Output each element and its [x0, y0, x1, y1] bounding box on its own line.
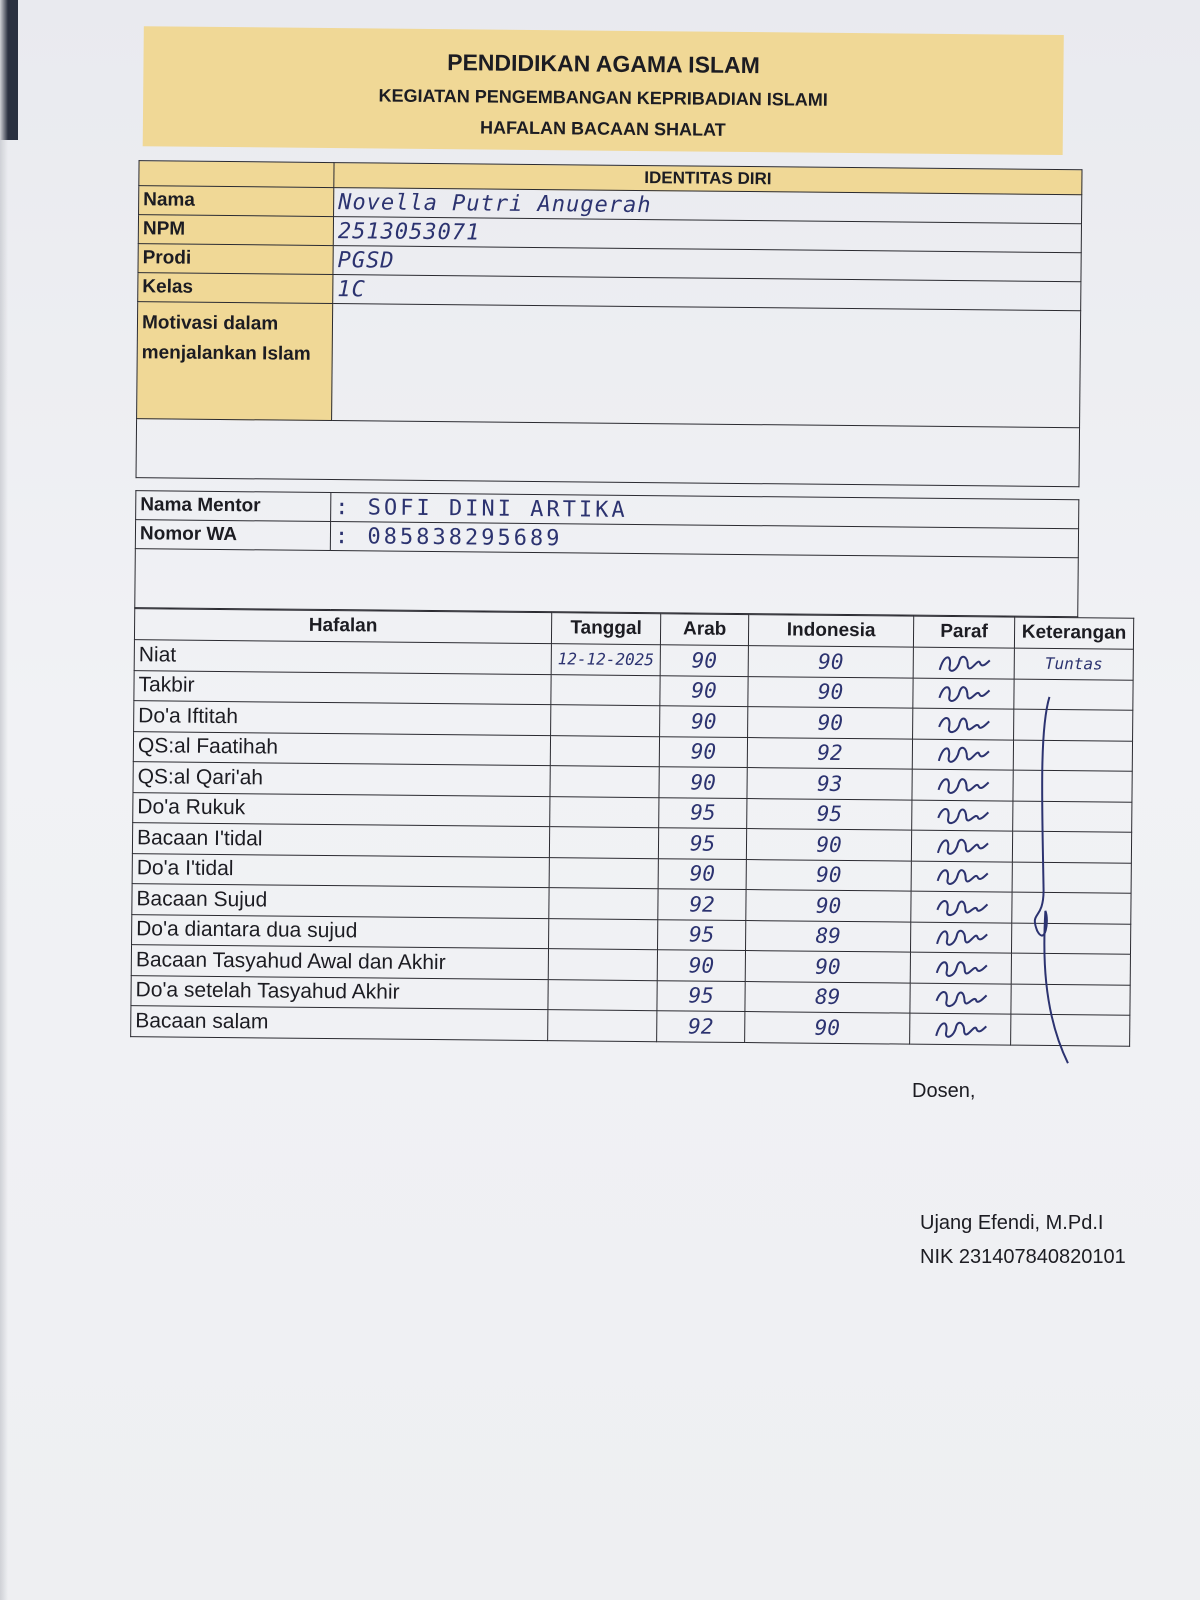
indonesia-score[interactable]: 90 [745, 951, 910, 983]
paraf-cell[interactable] [910, 1013, 1011, 1044]
npm-label: NPM [138, 215, 333, 246]
paraf-signature-mark [932, 863, 992, 890]
score-rows [131, 640, 1134, 1046]
paraf-cell[interactable] [910, 983, 1011, 1014]
arab-score[interactable]: 92 [658, 889, 746, 920]
mentor-name-value[interactable]: : SOFI DINI ARTIKA [331, 493, 1079, 529]
col-tanggal: Tanggal [551, 613, 660, 645]
tanggal-cell[interactable] [550, 735, 659, 767]
hafalan-item: QS:al Faatihah [133, 731, 550, 766]
paraf-cell[interactable] [911, 830, 1012, 861]
paraf-signature-mark [933, 741, 993, 768]
paraf-signature-mark [933, 680, 993, 707]
header-topic: HAFALAN BACAAN SHALAT [479, 117, 726, 140]
hafalan-item: Bacaan salam [131, 1006, 548, 1041]
tanggal-cell[interactable] [548, 979, 657, 1011]
hafalan-item: Takbir [134, 670, 551, 705]
name-value[interactable]: Novella Putri Anugerah [334, 188, 1082, 224]
mentor-wa-label: Nomor WA [135, 520, 330, 551]
arab-score[interactable]: 95 [657, 980, 745, 1011]
hafalan-item: Niat [134, 640, 551, 675]
mentor-table [134, 490, 1079, 617]
paraf-signature-mark [932, 833, 992, 860]
tanggal-cell[interactable] [550, 766, 659, 798]
paraf-cell[interactable] [912, 800, 1013, 831]
arab-score[interactable]: 90 [660, 675, 748, 706]
hafalan-item: Do'a setelah Tasyahud Akhir [131, 975, 548, 1010]
hafalan-item: QS:al Qari'ah [133, 762, 550, 797]
kelas-value[interactable]: 1C [333, 275, 1081, 311]
arab-score[interactable]: 95 [659, 797, 747, 828]
paraf-cell[interactable] [913, 708, 1014, 739]
tanggal-cell[interactable] [549, 857, 658, 889]
tanggal-cell[interactable] [551, 674, 660, 706]
motivation-label: Motivasi dalam menjalankan Islam [137, 302, 333, 421]
form-header [143, 26, 1064, 155]
paraf-cell[interactable] [911, 861, 1012, 892]
hafalan-item: Do'a Iftitah [134, 701, 551, 736]
tanggal-cell[interactable] [549, 827, 658, 859]
paraf-cell[interactable] [913, 647, 1014, 678]
paraf-cell[interactable] [910, 922, 1011, 953]
tanggal-cell[interactable] [551, 705, 660, 737]
paraf-cell[interactable] [910, 952, 1011, 983]
paraf-signature-mark [931, 924, 991, 951]
paraf-signature-mark [932, 802, 992, 829]
prodi-label: Prodi [138, 244, 333, 275]
paraf-signature-mark [930, 985, 990, 1012]
motivation-value[interactable] [332, 304, 1081, 428]
tanggal-cell[interactable] [550, 796, 659, 828]
col-arab: Arab [660, 614, 748, 646]
tanggal-cell[interactable]: 12-12-2025 [551, 644, 660, 676]
tanggal-cell[interactable] [548, 949, 657, 981]
indonesia-score[interactable]: 90 [748, 707, 913, 739]
score-table [130, 608, 1134, 1046]
kelas-label: Kelas [138, 273, 333, 304]
identity-spacer [136, 419, 1080, 487]
arab-score[interactable]: 92 [657, 1011, 745, 1042]
paraf-cell[interactable] [911, 891, 1012, 922]
mentor-wa-value[interactable]: : 085838295689 [330, 522, 1078, 558]
arab-score[interactable]: 90 [660, 645, 748, 676]
arab-score[interactable]: 95 [658, 919, 746, 950]
tanggal-cell[interactable] [548, 1010, 657, 1042]
arab-score[interactable]: 90 [659, 767, 747, 798]
paraf-signature-mark [931, 955, 991, 982]
indonesia-score[interactable]: 92 [747, 737, 912, 769]
paraf-signature-mark [930, 1016, 990, 1043]
name-label: Nama [139, 186, 334, 217]
keterangan-cell[interactable]: Tuntas [1014, 648, 1133, 680]
hafalan-item: Bacaan Sujud [132, 884, 549, 919]
col-indonesia: Indonesia [749, 615, 914, 648]
arab-score[interactable]: 90 [657, 950, 745, 981]
col-hafalan: Hafalan [134, 609, 551, 644]
arab-score[interactable]: 90 [660, 706, 748, 737]
paraf-signature-mark [933, 711, 993, 738]
identity-corner [139, 161, 334, 188]
keterangan-bracket-mark [1018, 691, 1082, 1072]
form-sheet [110, 10, 1170, 1100]
lecturer-title: Dosen, [912, 1080, 976, 1102]
indonesia-score[interactable]: 95 [747, 798, 912, 830]
hafalan-item: Bacaan I'tidal [132, 823, 549, 858]
hafalan-item: Bacaan Tasyahud Awal dan Akhir [131, 945, 548, 980]
indonesia-score[interactable]: 90 [745, 1012, 910, 1044]
hafalan-item: Do'a Rukuk [133, 792, 550, 827]
arab-score[interactable]: 90 [658, 858, 746, 889]
lecturer-name: Ujang Efendi, M.Pd.I [920, 1212, 1104, 1234]
indonesia-score[interactable]: 89 [745, 981, 910, 1013]
npm-value[interactable]: 2513053071 [333, 217, 1081, 253]
paraf-signature-mark [931, 894, 991, 921]
lecturer-nik: NIK 231407840820101 [920, 1246, 1126, 1268]
paraf-cell[interactable] [912, 739, 1013, 770]
indonesia-score[interactable]: 93 [747, 768, 912, 800]
tanggal-cell[interactable] [549, 918, 658, 950]
identity-section-title: IDENTITAS DIRI [334, 163, 1082, 195]
hafalan-item: Do'a I'tidal [132, 853, 549, 888]
paraf-signature-mark [934, 650, 994, 677]
indonesia-score[interactable]: 90 [746, 859, 911, 891]
indonesia-score[interactable]: 90 [746, 890, 911, 922]
tanggal-cell[interactable] [549, 888, 658, 920]
indonesia-score[interactable]: 90 [747, 829, 912, 861]
paraf-signature-mark [932, 772, 992, 799]
mentor-spacer [135, 549, 1079, 617]
arab-score[interactable]: 95 [658, 828, 746, 859]
hafalan-item: Do'a diantara dua sujud [132, 914, 549, 949]
identity-table [136, 160, 1083, 487]
edge-shadow [0, 0, 8, 1600]
header-subtitle: KEGIATAN PENGEMBANGAN KEPRIBADIAN ISLAMI [378, 85, 828, 110]
indonesia-score[interactable]: 90 [748, 676, 913, 708]
col-paraf: Paraf [913, 616, 1014, 648]
header-title: PENDIDIKAN AGAMA ISLAM [447, 49, 760, 79]
paraf-cell[interactable] [912, 769, 1013, 800]
prodi-value[interactable]: PGSD [333, 246, 1081, 282]
indonesia-score[interactable]: 89 [746, 920, 911, 952]
paraf-cell[interactable] [913, 678, 1014, 709]
mentor-name-label: Nama Mentor [136, 491, 331, 522]
col-keterangan: Keterangan [1014, 617, 1133, 649]
indonesia-score[interactable]: 90 [748, 646, 913, 678]
arab-score[interactable]: 90 [659, 736, 747, 767]
